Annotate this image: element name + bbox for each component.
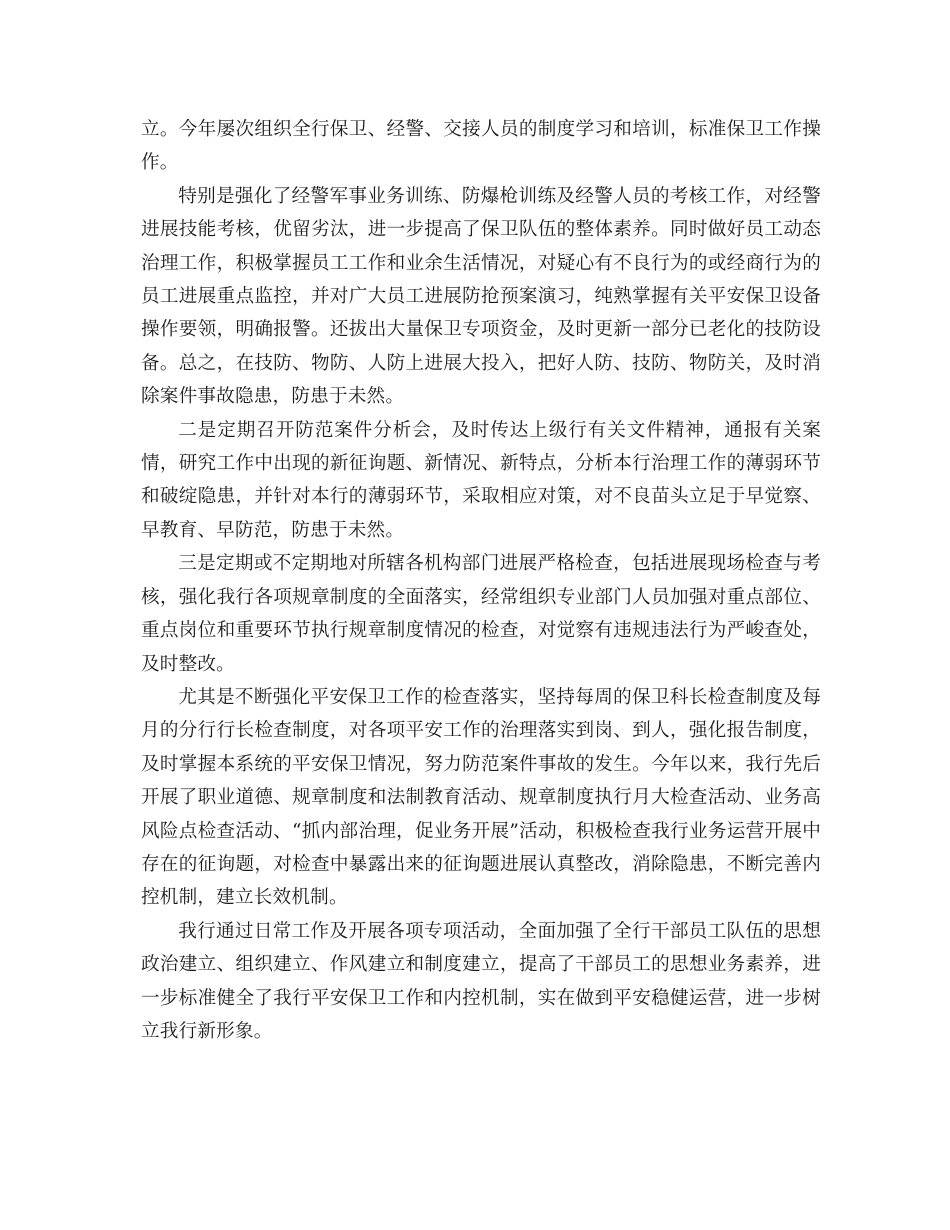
paragraph-continuation: 立。今年屡次组织全行保卫、经警、交接人员的制度学习和培训，标准保卫工作操作。 — [141, 119, 821, 174]
paragraph-case-analysis: 二是定期召开防范案件分析会，及时传达上级行有关文件精神，通报有关案情，研究工作中出现的新征询题、新情况、新特点，分析本行治理工作的薄弱环节和破绽隐患，并针对本行的薄弱环节，采取相应对策，对不良苗头立足于早觉察、早教育、早防范，防患于未然。 — [141, 419, 821, 541]
paragraph-security-checks: 尤其是不断强化平安保卫工作的检查落实，坚持每周的保卫科长检查制度及每月的分行行长检查制度，对各项平安工作的治理落实到岗、到人，强化报告制度，及时掌握本系统的平安保卫情况，努力防范案件事故的发生。今年以来，我行先后开展了职业道德、规章制度和法制教育活动、规章制度执行月大检查活动、业务高风险点检查活动、“抓内部治理，促业务开展”活动，积极检查我行业务运营开展中存在的征询题，对检查中暴露出来的征询题进展认真整改，消除隐患，不断完善内控机制，建立长效机制。 — [141, 686, 821, 909]
paragraph-inspection: 三是定期或不定期地对所辖各机构部门进展严格检查，包括进展现场检查与考核，强化我行各项规章制度的全面落实，经常组织专业部门人员加强对重点部位、重点岗位和重要环节执行规章制度情况的检查，对觉察有违规违法行为严峻查处，及时整改。 — [141, 553, 821, 675]
document-body — [141, 113, 821, 1048]
paragraph-guard-training: 特别是强化了经警军事业务训练、防爆枪训练及经警人员的考核工作，对经警进展技能考核，优留劣汰，进一步提高了保卫队伍的整体素养。同时做好员工动态治理工作，积极掌握员工工作和业余生活情况，对疑心有不良行为的或经商行为的员工进展重点监控，并对广大员工进展防抢预案演习，纯熟掌握有关平安保卫设备操作要领，明确报警。还拔出大量保卫专项资金，及时更新一部分已老化的技防设备。总之，在技防、物防、人防上进展大投入，把好人防、技防、物防关，及时消除案件事故隐患，防患于未然。 — [141, 185, 821, 408]
paragraph-conclusion: 我行通过日常工作及开展各项专项活动，全面加强了全行干部员工队伍的思想政治建立、组织建立、作风建立和制度建立，提高了干部员工的思想业务素养，进一步标准健全了我行平安保卫工作和内控机制，实在做到平安稳健运营，进一步树立我行新形象。 — [141, 920, 821, 1042]
